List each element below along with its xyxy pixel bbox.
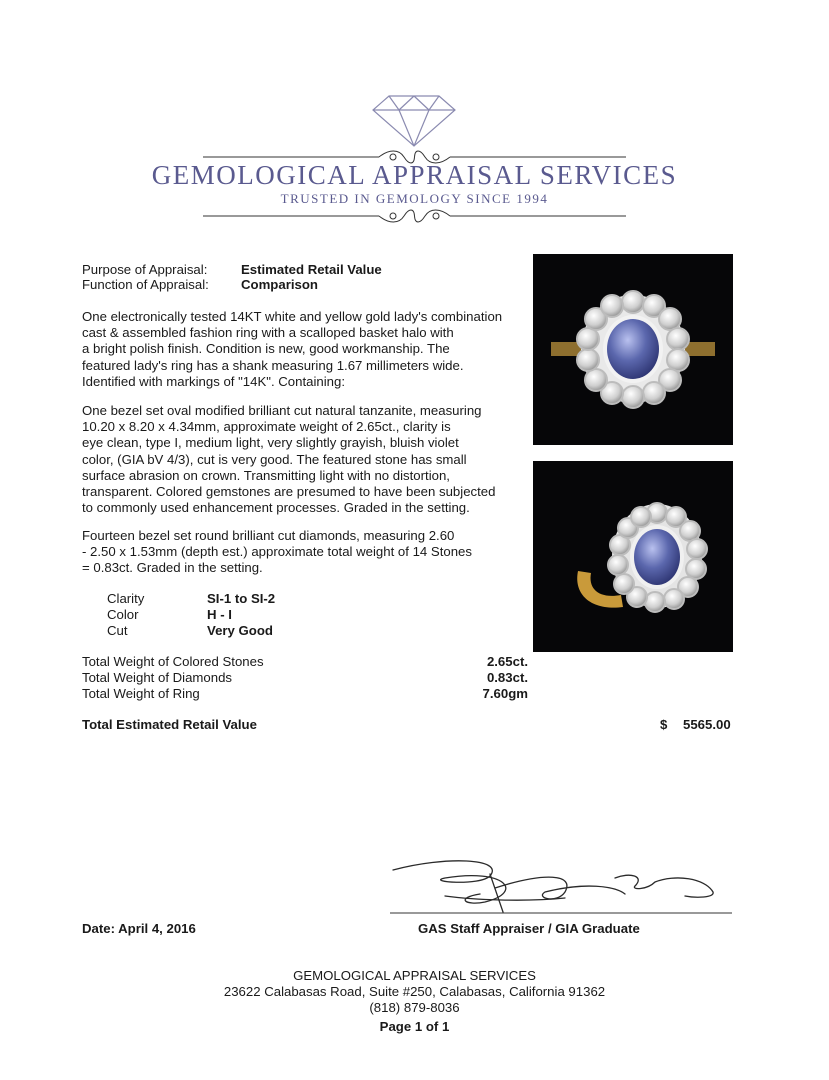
ring-side-view-image	[533, 461, 733, 652]
text-line: eye clean, type I, medium light, very slightly grayish, bluish violet	[82, 435, 459, 451]
grading-value-color: H - I	[207, 607, 232, 622]
text-line: One bezel set oval modified brilliant cut natural tanzanite, measuring	[82, 403, 482, 418]
text-line: 10.20 x 8.20 x 4.34mm, approximate weight of 2.65ct., clarity is	[82, 419, 451, 435]
page-number: Page 1 of 1	[379, 1019, 450, 1034]
ring-photo-side	[533, 461, 733, 652]
function-label: Function of Appraisal:	[82, 277, 209, 292]
retail-currency: $	[660, 717, 668, 732]
ring-top-view-image	[533, 254, 733, 445]
footer-address: 23622 Calabasas Road, Suite #250, Calabasas, California 91362	[223, 984, 606, 999]
text-line: cast & assembled fashion ring with a scalloped basket halo with	[82, 325, 454, 341]
total-value-colored: 2.65ct.	[486, 654, 528, 669]
diamond-icon	[371, 92, 457, 148]
function-value: Comparison	[241, 277, 318, 292]
bottom-divider	[203, 207, 626, 225]
text-line: featured lady's ring has a shank measuring 1.67 millimeters wide.	[82, 357, 464, 373]
text-line: to commonly used enhancement processes. Graded in the setting.	[82, 500, 470, 516]
total-label-colored: Total Weight of Colored Stones	[82, 654, 264, 669]
tanzanite-description	[82, 403, 522, 516]
text-line: = 0.83ct. Graded in the setting.	[82, 560, 263, 576]
total-label-ring: Total Weight of Ring	[82, 686, 200, 701]
purpose-value: Estimated Retail Value	[241, 262, 382, 277]
footer-company: GEMOLOGICAL APPRAISAL SERVICES	[293, 968, 536, 983]
ring-description	[82, 309, 522, 390]
appraiser-title: GAS Staff Appraiser / GIA Graduate	[418, 921, 640, 936]
company-tagline: TRUSTED IN GEMOLOGY SINCE 1994	[280, 191, 549, 206]
total-value-ring: 7.60gm	[482, 686, 528, 701]
text-line: - 2.50 x 1.53mm (depth est.) approximate total weight of 14 Stones	[82, 544, 472, 560]
text-line: Identified with markings of "14K". Containing:	[82, 373, 345, 389]
signature-image	[385, 852, 735, 918]
total-value-diamonds: 0.83ct.	[486, 670, 528, 685]
text-line: color, (GIA bV 4/3), cut is very good. The featured stone has small	[82, 451, 467, 467]
footer-phone: (818) 879-8036	[369, 1000, 460, 1015]
grading-label-clarity: Clarity	[107, 591, 145, 606]
text-line: a bright polish finish. Condition is new, good workmanship. The	[82, 341, 450, 357]
company-logo-text: GEMOLOGICAL APPRAISAL SERVICES	[151, 160, 678, 190]
retail-value-label: Total Estimated Retail Value	[82, 717, 257, 732]
text-line: surface abrasion on crown. Transmitting light with no distortion,	[82, 467, 450, 483]
grading-label-cut: Cut	[107, 623, 128, 638]
appraisal-date: Date: April 4, 2016	[82, 921, 196, 936]
total-label-diamonds: Total Weight of Diamonds	[82, 670, 233, 685]
ring-photo-top	[533, 254, 733, 445]
grading-label-color: Color	[107, 607, 139, 622]
text-line: Fourteen bezel set round brilliant cut diamonds, measuring 2.60	[82, 528, 455, 543]
text-line: One electronically tested 14KT white and yellow gold lady's combination	[82, 309, 503, 324]
retail-amount: 5565.00	[683, 717, 731, 732]
grading-value-cut: Very Good	[207, 623, 273, 638]
logo-block	[0, 0, 829, 235]
text-line: transparent. Colored gemstones are presumed to have been subjected	[82, 484, 496, 500]
grading-value-clarity: SI-1 to SI-2	[207, 591, 276, 606]
purpose-label: Purpose of Appraisal:	[82, 262, 208, 277]
diamonds-description	[82, 528, 522, 577]
